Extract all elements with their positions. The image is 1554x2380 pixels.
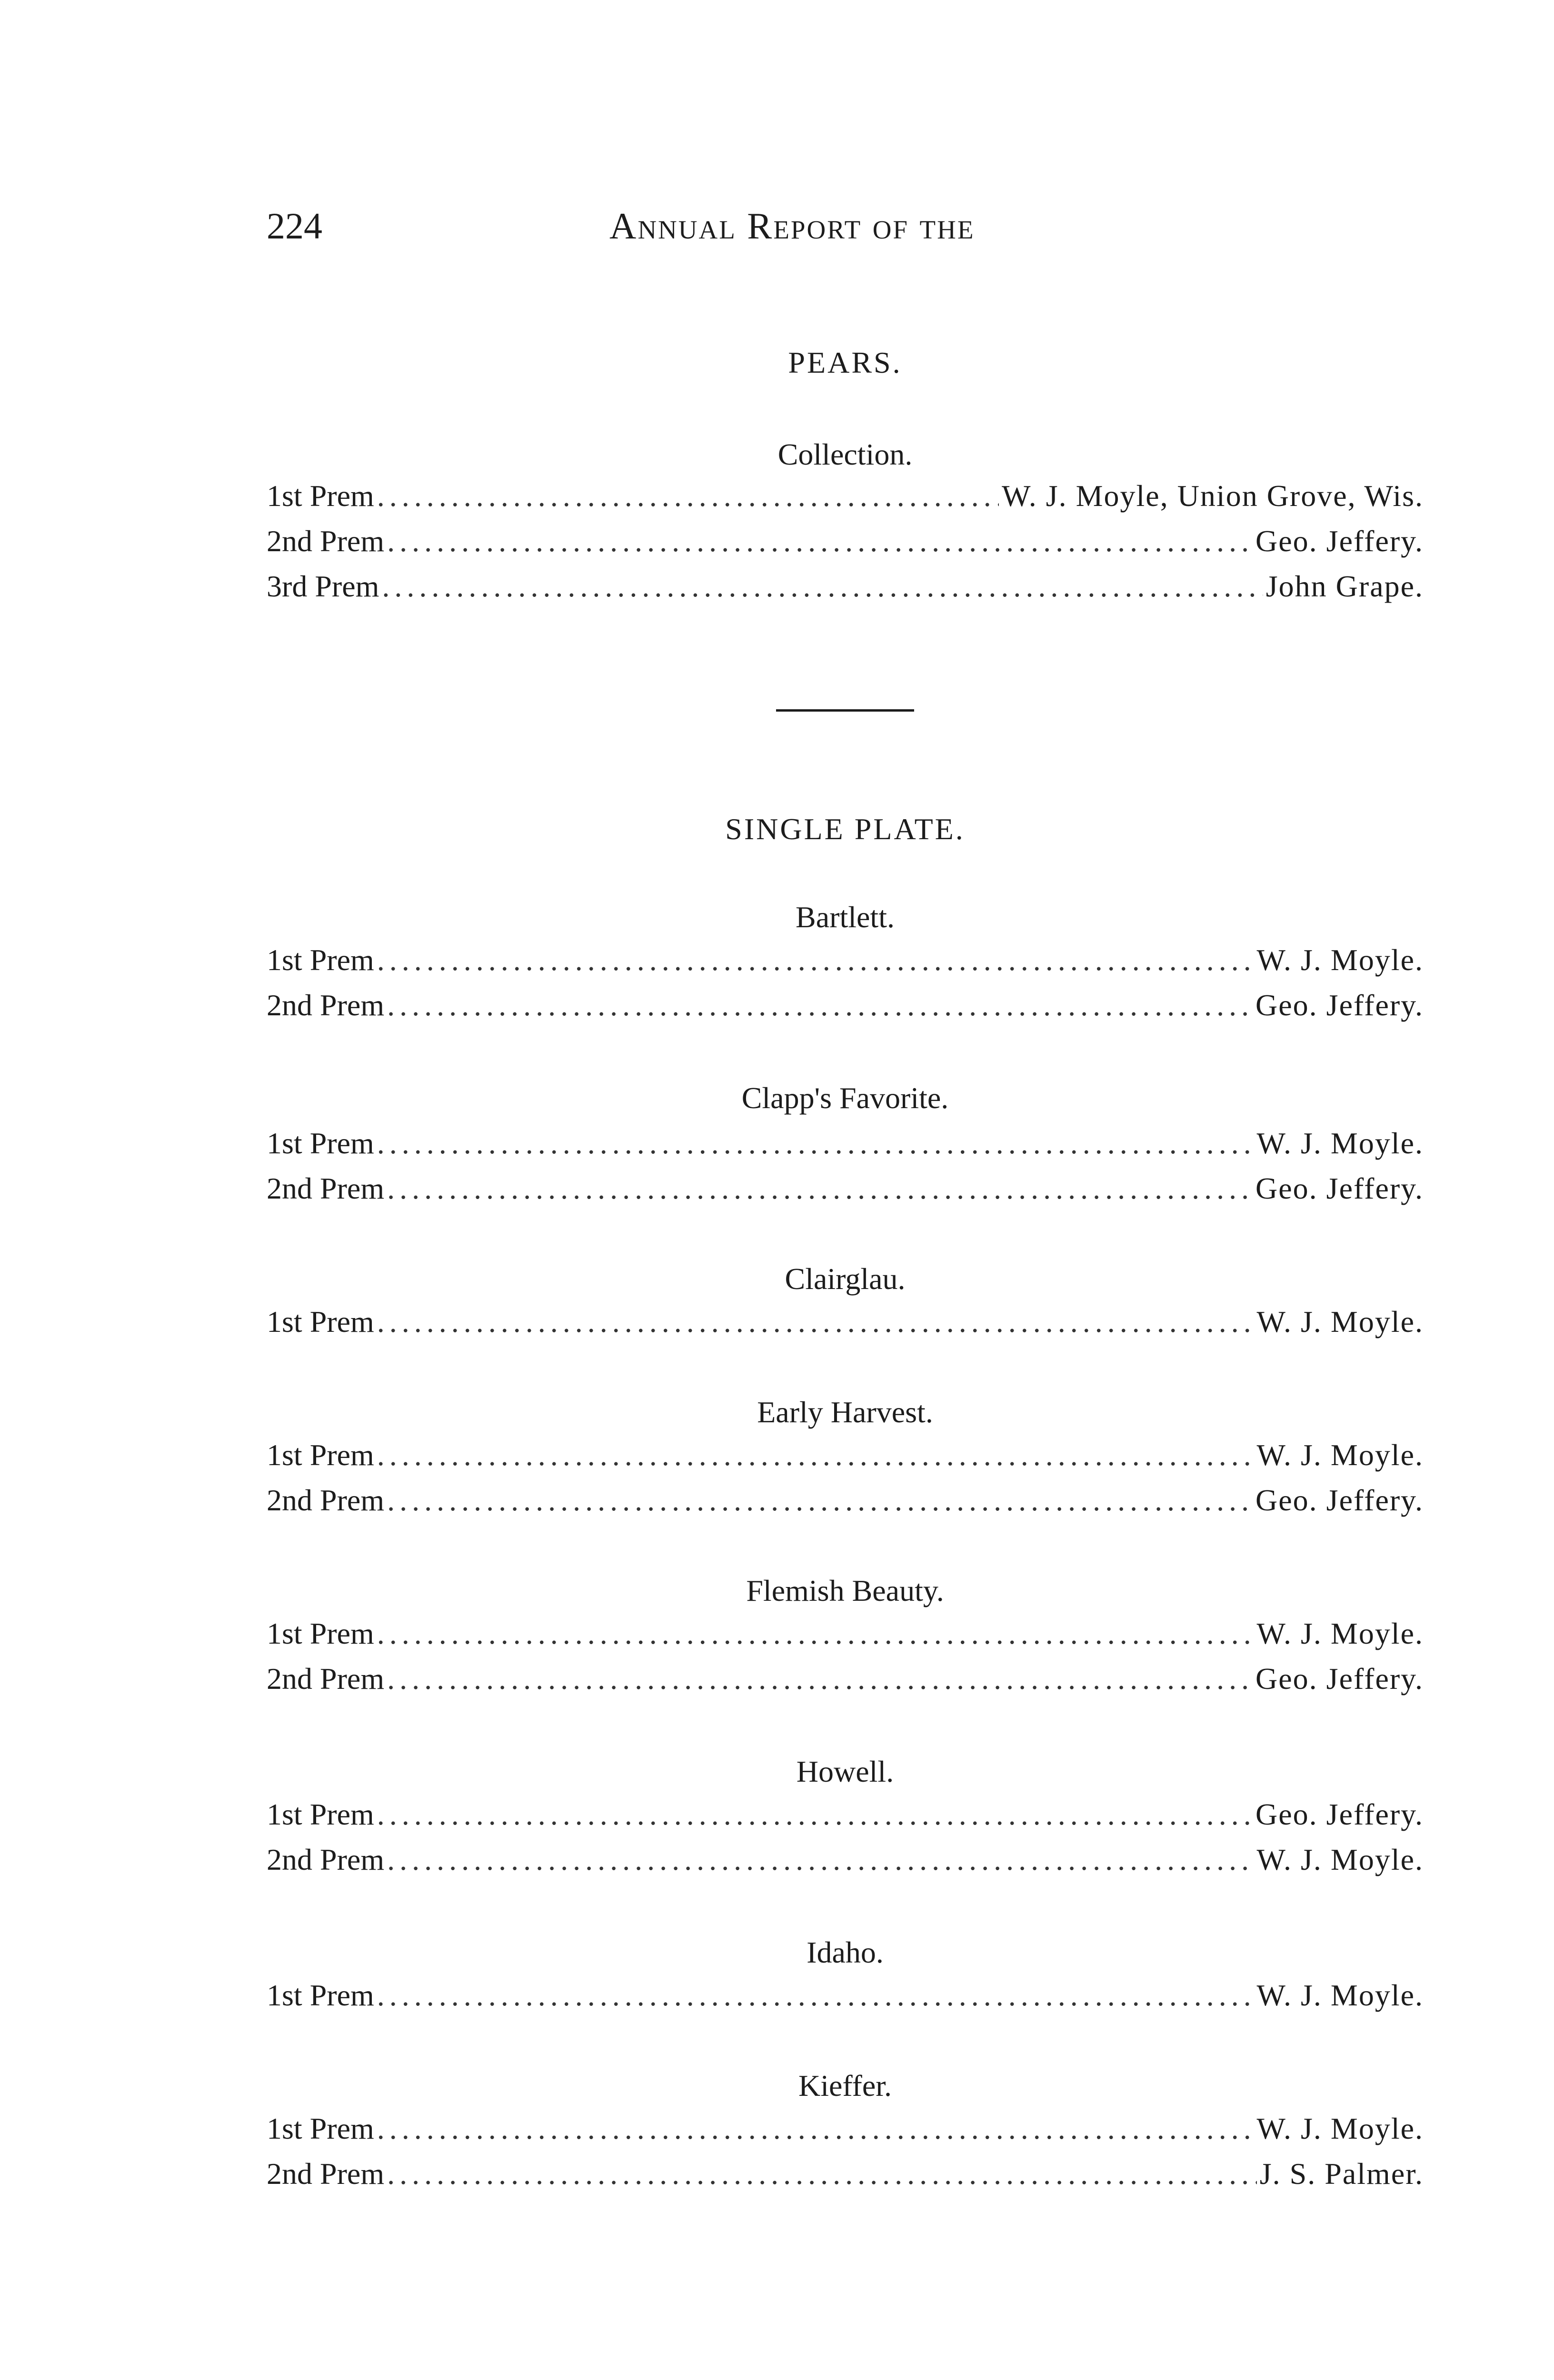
- variety-title: Kieffer.: [798, 2069, 892, 2102]
- premium-row: [267, 1842, 1424, 1885]
- premium-label: 1st Prem: [267, 1438, 374, 1472]
- premium-winner: John Grape.: [1265, 569, 1424, 603]
- premium-label: 2nd Prem: [267, 1171, 385, 1205]
- premium-row: [267, 478, 1424, 521]
- section-divider-rule: [776, 709, 914, 712]
- premium-row: [267, 524, 1424, 566]
- dot-leader: [377, 942, 1254, 978]
- premium-label: 3rd Prem: [267, 569, 379, 603]
- dot-leader: [387, 1661, 1253, 1696]
- premium-label: 2nd Prem: [267, 988, 385, 1022]
- premium-winner: Geo. Jeffery.: [1255, 988, 1424, 1022]
- premium-label: 1st Prem: [267, 1126, 374, 1160]
- premium-row: [267, 1438, 1424, 1480]
- premium-winner: W. J. Moyle.: [1256, 1305, 1424, 1339]
- section-heading-single-plate: SINGLE PLATE.: [725, 812, 965, 846]
- premium-row: [267, 1126, 1424, 1169]
- dot-leader: [377, 1978, 1254, 2013]
- premium-winner: W. J. Moyle.: [1256, 1843, 1424, 1876]
- page-header: [267, 205, 1424, 262]
- variety-title: Idaho.: [807, 1935, 884, 1969]
- premium-label: 1st Prem: [267, 1616, 374, 1650]
- dot-leader: [377, 1438, 1254, 1473]
- page-number: 224: [267, 205, 322, 247]
- dot-leader: [387, 1171, 1253, 1206]
- premium-winner: W. J. Moyle.: [1256, 1978, 1424, 2012]
- premium-winner: Geo. Jeffery.: [1255, 1483, 1424, 1517]
- variety-title: Bartlett.: [796, 900, 895, 934]
- premium-row: [267, 1616, 1424, 1659]
- premium-row: [267, 1978, 1424, 2021]
- section-heading-pears: PEARS.: [788, 346, 902, 379]
- variety-title: Flemish Beauty.: [746, 1574, 944, 1607]
- premium-label: 2nd Prem: [267, 1483, 385, 1517]
- premium-label: 2nd Prem: [267, 524, 385, 558]
- premium-row: [267, 1483, 1424, 1526]
- subsection-title-collection: Collection.: [777, 437, 913, 471]
- premium-winner: W. J. Moyle.: [1256, 1126, 1424, 1160]
- variety-title: Howell.: [796, 1755, 894, 1788]
- premium-label: 2nd Prem: [267, 1843, 385, 1876]
- premium-row: [267, 1661, 1424, 1704]
- dot-leader: [377, 1304, 1254, 1339]
- dot-leader: [387, 524, 1253, 559]
- dot-leader: [377, 478, 999, 514]
- premium-label: 1st Prem: [267, 479, 374, 513]
- dot-leader: [382, 569, 1263, 604]
- dot-leader: [377, 1126, 1254, 1161]
- premium-row: [267, 988, 1424, 1031]
- premium-label: 1st Prem: [267, 1305, 374, 1339]
- running-title: Annual Report of the: [609, 205, 975, 247]
- dot-leader: [377, 1616, 1254, 1651]
- premium-row: [267, 1797, 1424, 1840]
- premium-winner: Geo. Jeffery.: [1255, 1662, 1424, 1696]
- variety-title: Early Harvest.: [757, 1395, 933, 1429]
- dot-leader: [387, 988, 1253, 1023]
- premium-row: [267, 942, 1424, 985]
- premium-label: 1st Prem: [267, 1797, 374, 1831]
- variety-title: Clapp's Favorite.: [741, 1081, 949, 1115]
- premium-label: 1st Prem: [267, 1978, 374, 2012]
- premium-label: 2nd Prem: [267, 2157, 385, 2191]
- premium-winner: W. J. Moyle.: [1256, 943, 1424, 977]
- premium-row: [267, 1304, 1424, 1347]
- premium-label: 2nd Prem: [267, 1662, 385, 1696]
- premium-row: [267, 1171, 1424, 1214]
- premium-label: 1st Prem: [267, 943, 374, 977]
- premium-winner: Geo. Jeffery.: [1255, 524, 1424, 558]
- premium-winner: W. J. Moyle, Union Grove, Wis.: [1002, 479, 1424, 513]
- premium-winner: J. S. Palmer.: [1259, 2157, 1424, 2191]
- premium-row: [267, 2111, 1424, 2154]
- premium-label: 1st Prem: [267, 2112, 374, 2145]
- premium-winner: W. J. Moyle.: [1256, 1438, 1424, 1472]
- dot-leader: [387, 2156, 1257, 2192]
- dot-leader: [377, 1797, 1253, 1832]
- premium-row: [267, 2156, 1424, 2199]
- dot-leader: [387, 1483, 1253, 1518]
- dot-leader: [387, 1842, 1254, 1877]
- premium-row: [267, 569, 1424, 612]
- premium-winner: Geo. Jeffery.: [1255, 1797, 1424, 1831]
- premium-winner: Geo. Jeffery.: [1255, 1171, 1424, 1205]
- premium-winner: W. J. Moyle.: [1256, 1616, 1424, 1650]
- dot-leader: [377, 2111, 1254, 2146]
- variety-title: Clairglau.: [785, 1262, 906, 1296]
- premium-winner: W. J. Moyle.: [1256, 2112, 1424, 2145]
